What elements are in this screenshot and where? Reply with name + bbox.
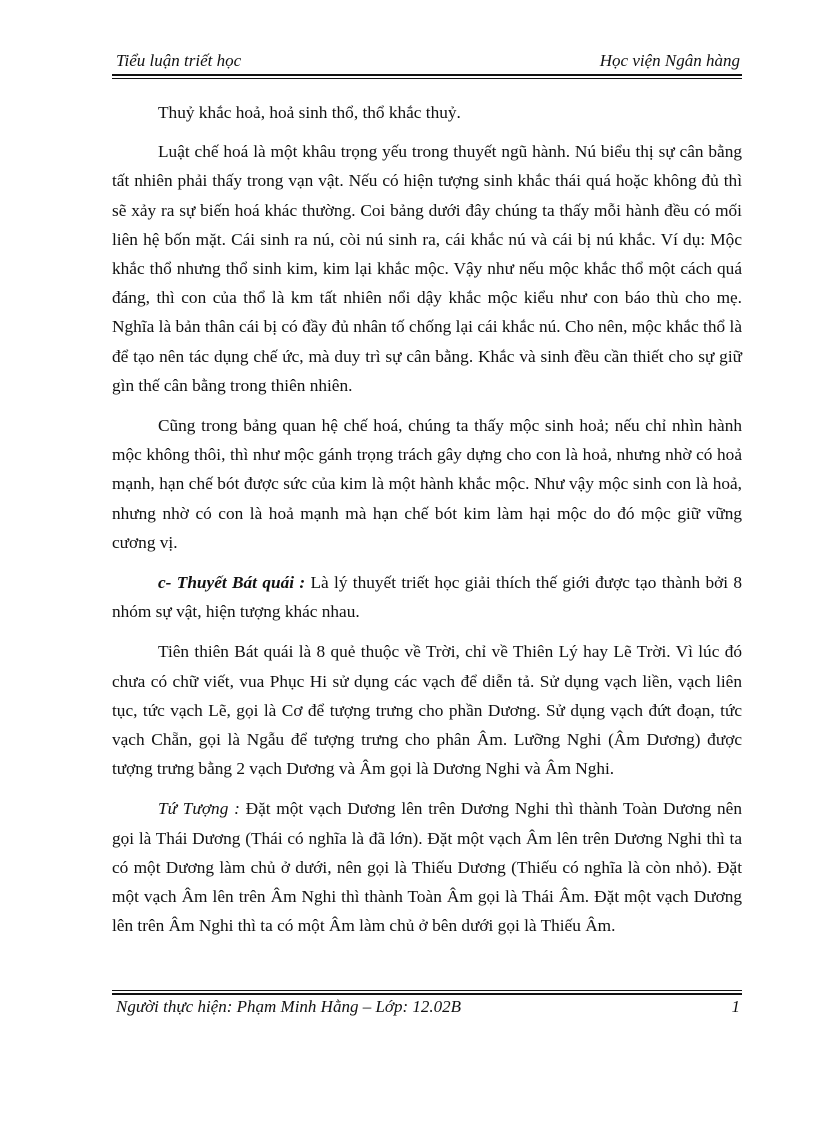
footer-rule-thin [112, 990, 742, 991]
paragraph-4 [112, 568, 742, 626]
footer-author: Người thực hiện: Phạm Minh Hằng – Lớp: 12.02B [116, 997, 462, 1016]
paragraph-2: Luật chế hoá là một khâu trọng yếu trong thuyết ngũ hành. Nú biểu thị sự cân bằng tất nhiên phải thấy trong vạn vật. Nếu có hiện tượng sinh khắc thái quá hoặc không đủ thì sẽ xảy ra sự biến hoá khác thường. Coi bảng dưới đây chúng ta thấy mỗi hành đều có mối liên hệ bốn mặt. Cái sinh ra nú, còi nú sinh ra, cái khắc nú và cái bị nú khắc. Ví dụ: Mộc khắc thổ nhưng thổ sinh kim, kim lại khắc mộc. Vậy như nếu mộc khắc thổ một cách quá đáng, thì con của thổ là km tất nhiên nổi dậy khắc mộc kiểu như con báo thù cho mẹ. Nghĩa là bản thân cái bị có đầy đủ nhân tố chống lại cái khắc nú. Cho nên, mộc khắc thổ là để tạo nên tác dụng chế ức, mà duy trì sự cân bằng. Khắc và sinh đều cần thiết cho sự giữ gìn thế cân bằng trong thiên nhiên. [112, 142, 742, 395]
paragraph-3: Cũng trong bảng quan hệ chế hoá, chúng ta thấy mộc sinh hoả; nếu chỉ nhìn hành mộc không thôi, thì như mộc gánh trọng trách gây dựng cho con là hoả, nhưng nhờ có hoả mạnh, hạn chế bót được sức của kim là một hành khắc mộc. Như vậy mộc sinh con là hoả, nhưng nhờ có con là hoả mạnh mà hạn chế bót kim làm hại mộc do đó mộc giữ vững cương vị. [112, 416, 742, 552]
header-rule-thin [112, 78, 742, 79]
header-institution: Học viện Ngân hàng [599, 51, 740, 70]
page-number: 1 [731, 997, 740, 1016]
paragraph-6 [112, 794, 742, 940]
header-title: Tiểu luận triết học [116, 51, 242, 70]
footer-rule [112, 993, 742, 995]
section-heading-bat-quai: c- Thuyết Bát quái : [158, 573, 306, 593]
paragraph-4-text: Là lý thuyết triết học giải thích thế giới được tạo thành bởi 8 nhóm sự vật, hiện tượng khác nhau. [112, 573, 742, 622]
term-tu-tuong: Tứ Tượng : [158, 799, 240, 819]
paragraph-6-text: Đặt một vạch Dương lên trên Dương Nghi thì thành Toàn Dương nên gọi là Thái Dương (Thái có nghĩa là đã lớn). Đặt một vạch Âm lên trên Dương Nghi thì ta có một Dương làm chủ ở dưới, nên gọi là Thiếu Dương (Thiếu có nghĩa là còn nhỏ). Đặt một vạch Âm lên trên Âm Nghi thì thành Toàn Âm gọi là Thái Âm. Đặt một vạch Dương lên trên Âm Nghi thì ta có một Âm làm chủ ở bên dưới gọi là Thiếu Âm. [112, 799, 742, 936]
paragraph-5: Tiên thiên Bát quái là 8 quẻ thuộc về Trời, chỉ về Thiên Lý hay Lẽ Trời. Vì lúc đó chưa có chữ viết, vua Phục Hi sử dụng các vạch để diễn tả. Sử dụng vạch liền, vạch liên tục, tức vạch Lẽ, gọi là Cơ để tượng trưng cho phần Dương. Sử dụng vạch đứt đoạn, tức vạch Chẵn, gọi là Ngẫu để tượng trưng cho phân Âm. Lưỡng Nghi (Âm Dương) được tượng trưng bằng 2 vạch Dương và Âm gọi là Dương Nghi và Âm Nghi. [112, 642, 742, 779]
paragraph-1: Thuỷ khắc hoả, hoả sinh thổ, thổ khắc thuỷ. [158, 103, 461, 122]
header-rule [112, 74, 742, 76]
document-body [112, 98, 742, 951]
